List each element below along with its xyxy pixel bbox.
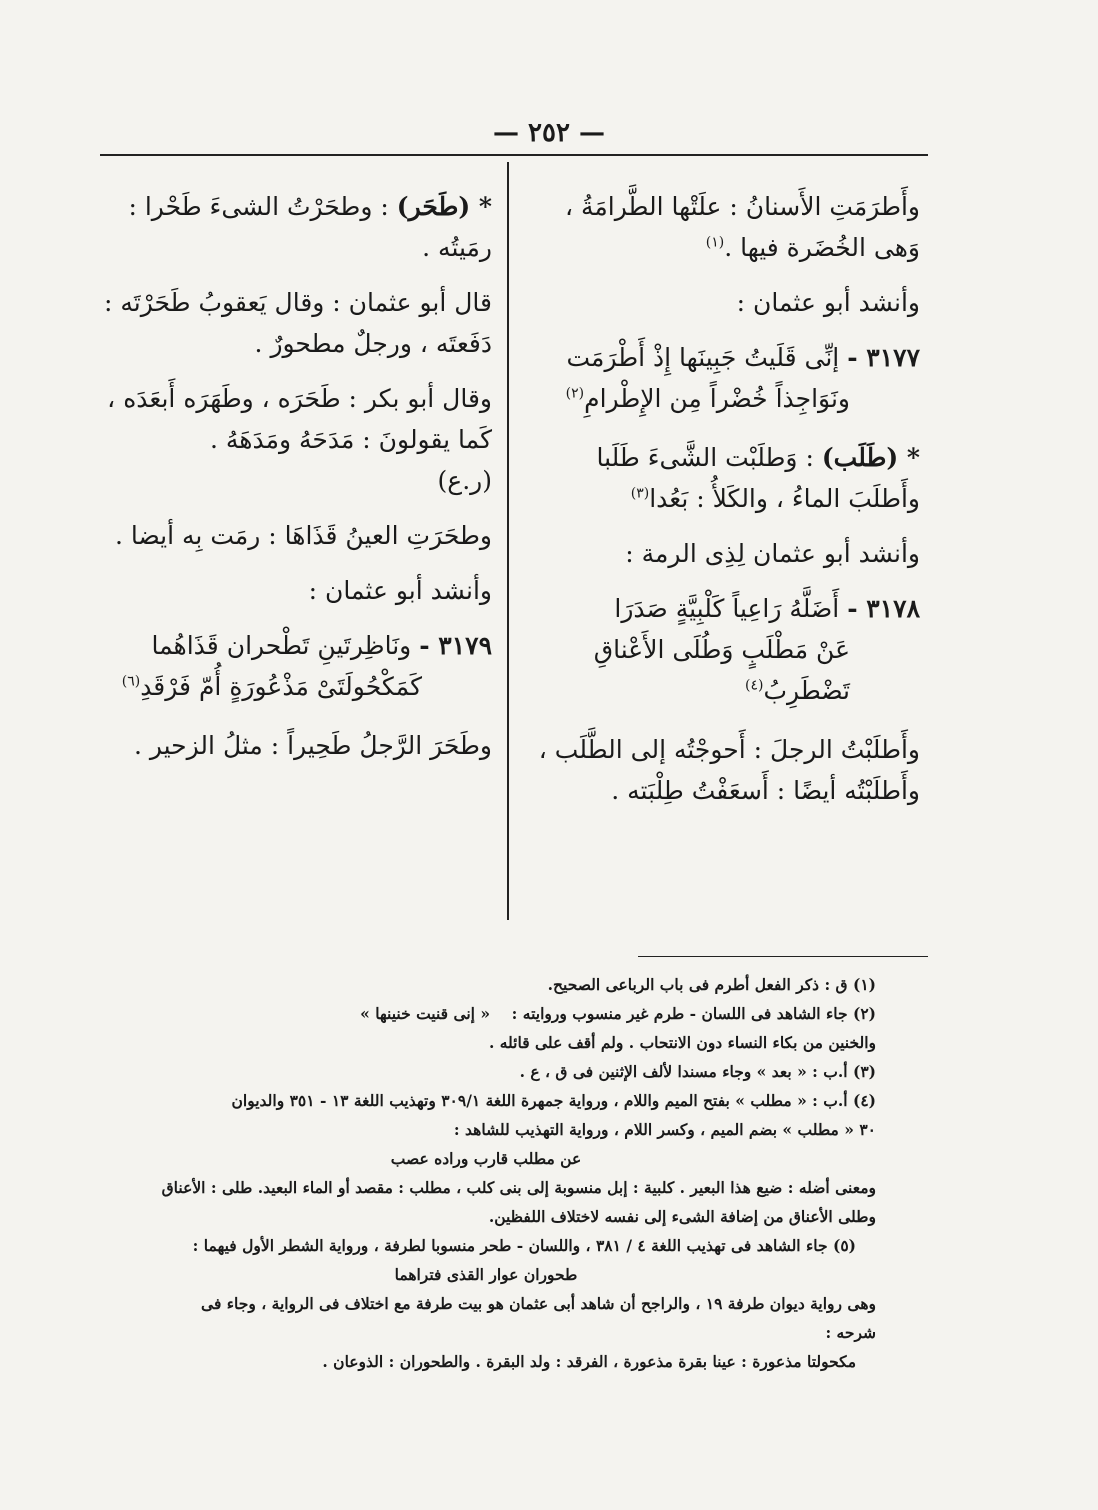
page-number: — ٢٥٢ —	[492, 118, 606, 148]
verse-text: إنِّى قَلَيتُ جَبِينَها إِذْ أَطْرَمَت	[566, 343, 840, 372]
verse-3177	[520, 337, 920, 419]
verse-line	[100, 666, 492, 707]
right-column	[520, 186, 920, 825]
footnote-rule	[638, 956, 928, 957]
header-rule	[100, 154, 928, 156]
footnote-5d: مكحولتا مذعورة : عينا بقرة مذعورة ، الفرقد : ولد البقرة . والطحوران : الذوعان .	[322, 1352, 856, 1371]
verse-number: ٣١٧٨ -	[847, 594, 920, 623]
footnote-4b: ٣٠ « مطلب » بضم الميم ، وكسر اللام ، ورواية التهذيب للشاهد :	[453, 1120, 876, 1139]
footnote-4c: ومعنى أضله : ضيع هذا البعير . كلبية : إبل منسوبة إلى بنى كلب ، مطلب : مقصد أو الماء البعيد. طلى : الأعناق	[161, 1178, 876, 1197]
footnote-5c: شرحه :	[825, 1323, 876, 1342]
paragraph: وأنشد أبو عثمان :	[308, 576, 492, 605]
footnote-ref: (٢)	[565, 385, 585, 402]
footnote-4d: وطلى الأعناق من إضافة الشىء إلى نفسه لاختلاف اللفظين.	[488, 1207, 876, 1226]
footnote-quote: « إنى قنيت خنينها »	[360, 1004, 491, 1023]
footnote-2b: والخنين من بكاء النساء دون الانتحاب . ولم أقف على قائله .	[488, 1033, 876, 1052]
verse-3178	[520, 588, 920, 711]
footnote-4-verse: عن مطلب قارب وراده عصب	[390, 1149, 582, 1168]
paragraph: وأنشد أبو عثمان :	[736, 288, 920, 317]
verse-text: ونَاظِرتَينِ تَطْحران قَذَاهُما	[151, 631, 412, 660]
footnote-text: (٢) جاء الشاهد فى اللسان - طرم غير منسوب وروايته :	[511, 1004, 876, 1023]
column-divider	[507, 162, 509, 920]
paragraph: وطحَرَتِ العينُ قَذَاهَا : رمَت بِه أيضا .	[114, 521, 492, 550]
footnote-ref: (١)	[705, 234, 725, 251]
entry	[520, 437, 920, 519]
footnotes	[96, 972, 876, 1378]
paragraph: وطَحَرَ الرَّجلُ طَحِيراً : مثلُ الزحير .	[133, 731, 492, 760]
paragraph-text: وأَطرَمَتِ الأَسنانُ : علَتْها الطَّرامَةُ ، وَهى الخُضَرة فيها .	[564, 192, 920, 262]
verse-text: أَضَلَّهُ رَاعِياً كَلْبِيَّةٍ صَدَرَا	[614, 594, 840, 623]
entry-head: * (طَلَب)	[821, 443, 920, 472]
paragraph	[520, 186, 920, 268]
verse-number: ٣١٧٩ -	[419, 631, 492, 660]
footnote-2a	[96, 1001, 876, 1027]
paragraph: وأنشد أبو عثمان لِذِى الرمة :	[625, 539, 920, 568]
verse-number: ٣١٧٧ -	[847, 343, 920, 372]
footnote-4a: (٤) أ.ب : « مطلب » بفتح الميم واللام ، ورواية جمهرة اللغة ٣٠٩/١ وتهذيب اللغة ١٣ - ٣٥١ والديوان	[231, 1091, 876, 1110]
footnote-ref: (٤)	[745, 677, 764, 694]
left-column	[100, 186, 492, 780]
footnote-1: (١) ق : ذكر الفعل أطرم فى باب الرباعى الصحيح.	[547, 975, 876, 994]
verse-line	[520, 337, 920, 378]
source-note: (ر.ع)	[437, 466, 492, 495]
entry-text: : وَطلَبْت الشَّىءَ طَلَبا وأَطلَبَ الماءُ ، والكَلأُ : بَعُدا	[596, 443, 920, 513]
footnote-ref: (٦)	[121, 673, 141, 690]
verse-line	[100, 625, 492, 666]
entry-head: * (طَحَر)	[396, 192, 492, 221]
entry	[100, 186, 492, 268]
footnote-3: (٣) أ.ب : « بعد » وجاء مسندا لألف الإثنين فى ق ، ع .	[519, 1062, 876, 1081]
paragraph-text: وقال أبو بكر : طَحَرَه ، وطَهَرَه أَبعَدَه ، كَما يقولونَ : مَدَحَهُ ومَدَهَهُ .	[107, 384, 492, 454]
verse-text: كَمَكْحُولَتَىْ مَذْعُورَةٍ أُمّ فَرْقَدِ	[140, 672, 422, 701]
footnote-5b: وهى رواية ديوان طرفة ١٩ ، والراجح أن شاهد أبى عثمان هو بيت طرفة مع اختلاف فى الرواية ، وجاء فى	[201, 1294, 876, 1313]
paragraph	[100, 378, 492, 501]
verse-text: عَنْ مَطْلَبٍ وَطُلَى الأَعْناقِ تَضْطَرِبُ	[593, 635, 850, 705]
verse-3179	[100, 625, 492, 707]
verse-line	[520, 588, 920, 629]
paragraph: وأَطلَبْتُ الرجلَ : أَحوجْتُه إلى الطَّلَب ، وأَطلَبْتُه أيضًا : أَسعَفْتُ طِلْبَته .	[538, 735, 920, 805]
verse-line	[520, 378, 920, 419]
footnote-ref: (٣)	[630, 485, 650, 502]
verse-text: ونَوَاجِذاً خُضْراً مِن الإِطْرامِ	[584, 384, 850, 413]
footnote-5a: (٥) جاء الشاهد فى تهذيب اللغة ٤ / ٣٨١ ، واللسان - طحر منسوبا لطرفة ، ورواية الشطر الأول فيهما :	[192, 1236, 856, 1255]
entry-text: : وطحَرْتُ الشىءَ طَحْرا : رمَيتُه .	[128, 192, 492, 262]
paragraph: قال أبو عثمان : وقال يَعقوبُ طَحَرْتَه : دَفَعتَه ، ورجلٌ مطحورٌ .	[103, 288, 492, 358]
footnote-5-verse: طحوران عوار القذى فتراهما	[394, 1265, 578, 1284]
verse-line	[520, 629, 920, 711]
